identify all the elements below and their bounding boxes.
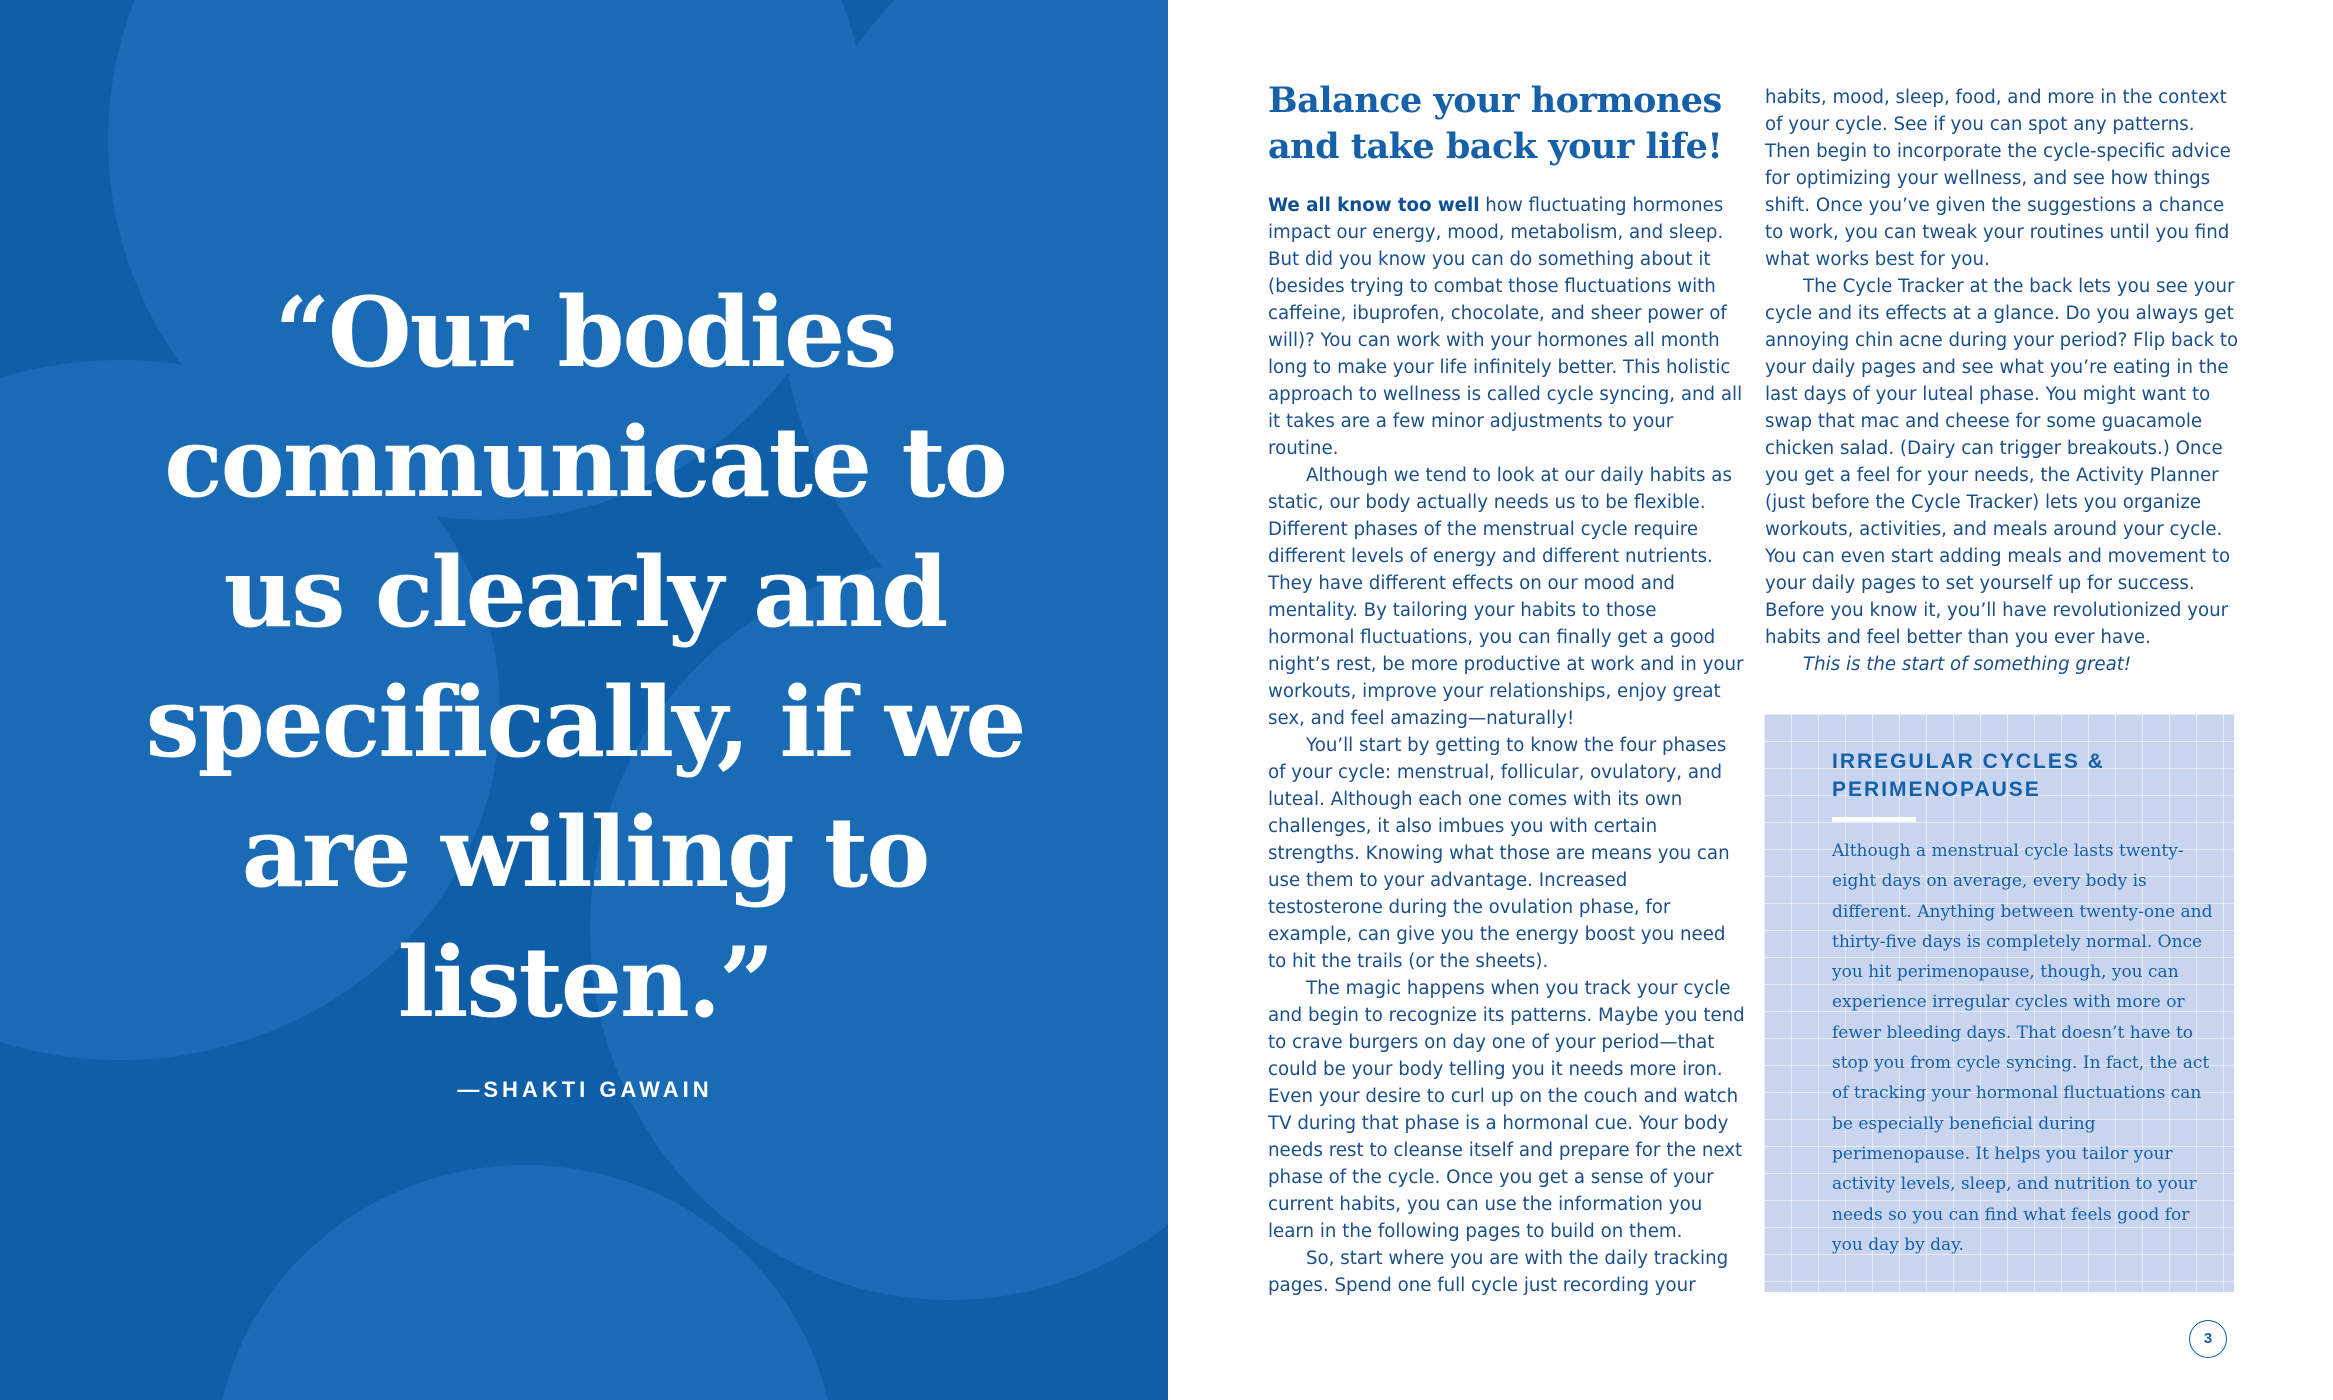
article-paragraph: So, start where you are with the daily tracking pages. Spend one full cycle just recording your — [1268, 1248, 1729, 1296]
quote-attribution: —SHAKTI GAWAIN — [457, 1077, 713, 1102]
article-paragraph: Although we tend to look at our daily habits as static, our body actually needs us to be flexible. Different phases of the menstrual cycle require different levels of energy and different nutrients. They have different effects on our mood and mentality. By tailoring your habits to those hormonal fluctuations, you can finally get a good night’s rest, be more productive at work and in your workouts, improve your relationships, enjoy great sex, and feel amazing—naturally! — [1268, 465, 1744, 729]
page-number: 3 — [2189, 1320, 2227, 1358]
article-page — [1168, 0, 2333, 1400]
paragraph-text: how fluctuating hormones impact our energy, mood, metabolism, and sleep. But did you know you can do something about it (besides trying to combat those fluctuations with caffeine, ibuprofen, chocolate, and sheer power of will)? You can work with your hormones all month long to make your life infinitely better. This holistic approach to wellness is called cycle syncing, and all it takes are a few minor adjustments to your routine. — [1268, 195, 1743, 459]
article-paragraph: You’ll start by getting to know the four phases of your cycle: menstrual, follicular, ovulatory, and luteal. Although each one comes with its own challenges, it also imbues you with certain strengths. Knowing what those are means you can use them to your advantage. Increased testosterone during the ovulation phase, for example, can give you the energy boost you need to hit the trails (or the sheets). — [1268, 735, 1730, 972]
article-heading: Balance your hormones and take back your life! — [1268, 80, 1723, 167]
lead-in: We all know too well — [1268, 195, 1480, 216]
article-column-2 — [1765, 84, 2243, 678]
sidebar-body: Although a menstrual cycle lasts twenty-eight days on average, every body is different. Anything between twenty-one and thirty-five days is completely normal. Once you hit perimenopause, though, you can experience irregular cycles with more or fewer bleeding days. That doesn’t have to stop you from cycle syncing. In fact, the act of tracking your hormonal fluctuations can be especially beneficial during perimenopause. It helps you tailor your activity levels, sleep, and nutrition to your needs so you can find what feels good for you day by day. — [1832, 841, 2213, 1255]
article-paragraph: The magic happens when you track your cycle and begin to recognize its patterns. Maybe you tend to crave burgers on day one of your period—that could be your body telling you it needs more iron. Even your desire to curl up on the couch and watch TV during that phase is a hormonal cue. Your body needs rest to cleanse itself and prepare for the next phase of the cycle. Once you get a sense of your current habits, you can use the information you learn in the following pages to build on them. — [1268, 978, 1745, 1242]
sidebar-divider — [1832, 817, 1916, 822]
closing-line: This is the start of something great! — [1803, 654, 2132, 675]
pull-quote: “Our bodies communicate to us clearly and specifically, if we are willing to listen.” — [145, 276, 1025, 1039]
sidebar-title: IRREGULAR CYCLES & PERIMENOPAUSE — [1832, 750, 2105, 801]
article-column-1 — [1268, 192, 1746, 1299]
article-paragraph: habits, mood, sleep, food, and more in the context of your cycle. See if you can spot any patterns. Then begin to incorporate the cycle-specific advice for optimizing your wellness, and see how things shift. Once you’ve given the suggestions a chance to work, you can tweak your routines until you find what works best for you. — [1765, 87, 2231, 270]
article-paragraph — [1268, 192, 1746, 462]
article-paragraph: The Cycle Tracker at the back lets you see your cycle and its effects at a glance. Do you always get annoying chin acne during your period? Flip back to your daily pages and see what you’re eating in the last days of your luteal phase. You might want to swap that mac and cheese for some guacamole chicken salad. (Dairy can trigger breakouts.) Once you get a feel for your needs, the Activity Planner (just before the Cycle Tracker) lets you organize workouts, activities, and meals around your cycle. You can even start adding meals and movement to your daily pages to set yourself up for success. Before you know it, you’ll have revolutionized your habits and feel better than you ever have. — [1765, 276, 2239, 648]
sidebar-box — [1764, 714, 2234, 1292]
